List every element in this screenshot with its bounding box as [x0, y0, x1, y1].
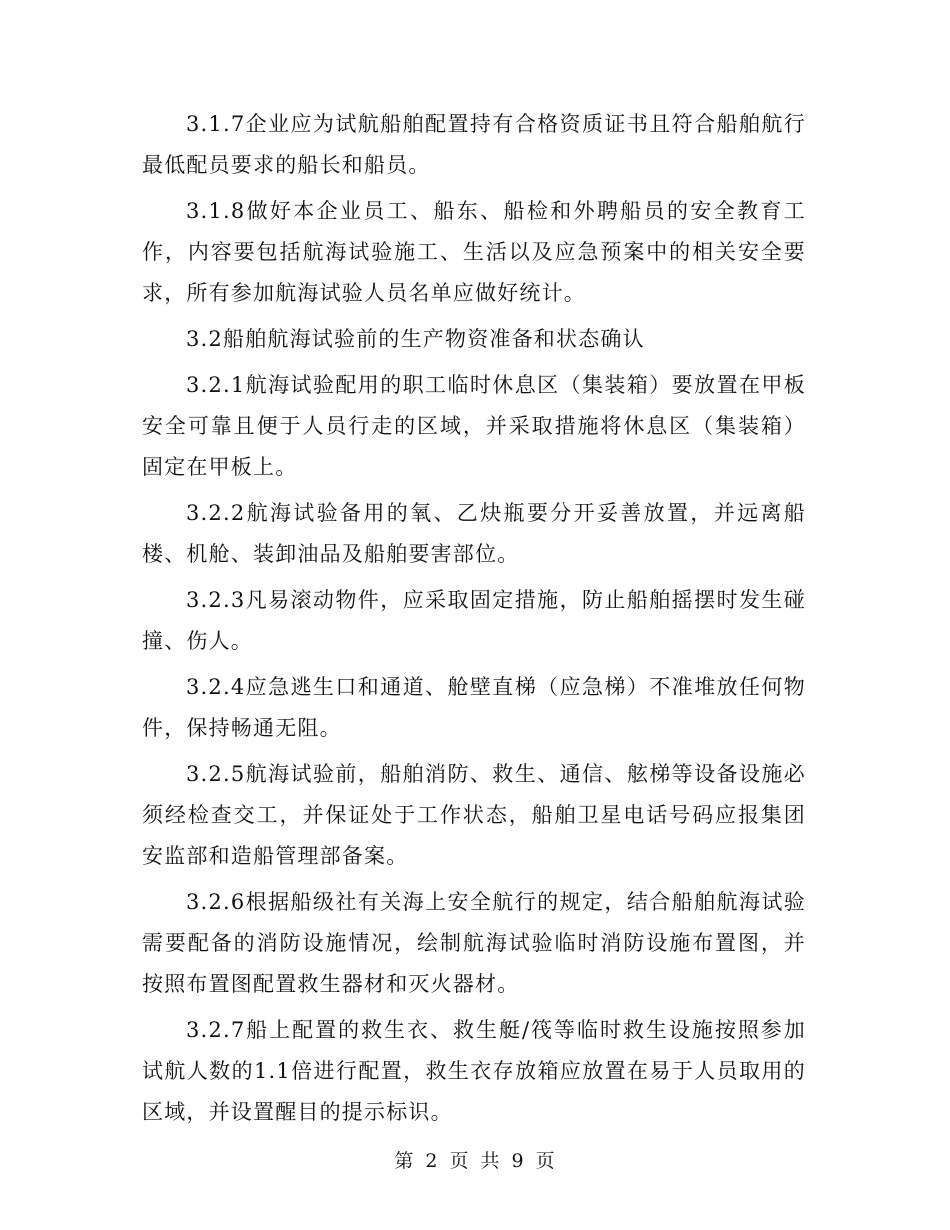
paragraph-3-1-7: 3.1.7企业应为试航船舶配置持有合格资质证书且符合船舶航行最低配员要求的船长和船员。: [142, 112, 806, 177]
paragraph-3-2-7: 3.2.7船上配置的救生衣、救生艇/筏等临时救生设施按照参加试航人数的1.1倍进行配置，救生衣存放箱应放置在易于人员取用的区域，并设置醒目的提示标识。: [142, 1018, 806, 1124]
document-body: [142, 104, 806, 1138]
paragraph-3-2-1: 3.2.1航海试验配用的职工临时休息区（集装箱）要放置在甲板安全可靠且便于人员行走的区域，并采取措施将休息区（集装箱）固定在甲板上。: [142, 373, 806, 479]
section-heading-3-2: 3.2船舶航海试验前的生产物资准备和状态确认: [186, 327, 645, 351]
paragraph-3-2-3: 3.2.3凡易滚动物件，应采取固定措施，防止船舶摇摆时发生碰撞、伤人。: [142, 588, 806, 653]
paragraph-3-2-4: 3.2.4应急逃生口和通道、舱壁直梯（应急梯）不准堆放任何物件，保持畅通无阻。: [142, 675, 806, 740]
paragraph-3-2-6: 3.2.6根据船级社有关海上安全航行的规定，结合船舶航海试验需要配备的消防设施情况，绘制航海试验临时消防设施布置图，并按照布置图配置救生器材和灭火器材。: [142, 890, 806, 996]
paragraph-3-2-5: 3.2.5航海试验前，船舶消防、救生、通信、舷梯等设备设施必须经检查交工，并保证处于工作状态，船舶卫星电话号码应报集团安监部和造船管理部备案。: [142, 762, 806, 868]
paragraph-3-2-2: 3.2.2航海试验备用的氧、乙炔瓶要分开妥善放置，并远离船楼、机舱、装卸油品及船舶要害部位。: [142, 501, 806, 566]
paragraph-3-1-8: 3.1.8做好本企业员工、船东、船检和外聘船员的安全教育工作，内容要包括航海试验施工、生活以及应急预案中的相关安全要求，所有参加航海试验人员名单应做好统计。: [142, 199, 806, 305]
page-footer: 第 2 页 共 9 页: [394, 1150, 556, 1172]
